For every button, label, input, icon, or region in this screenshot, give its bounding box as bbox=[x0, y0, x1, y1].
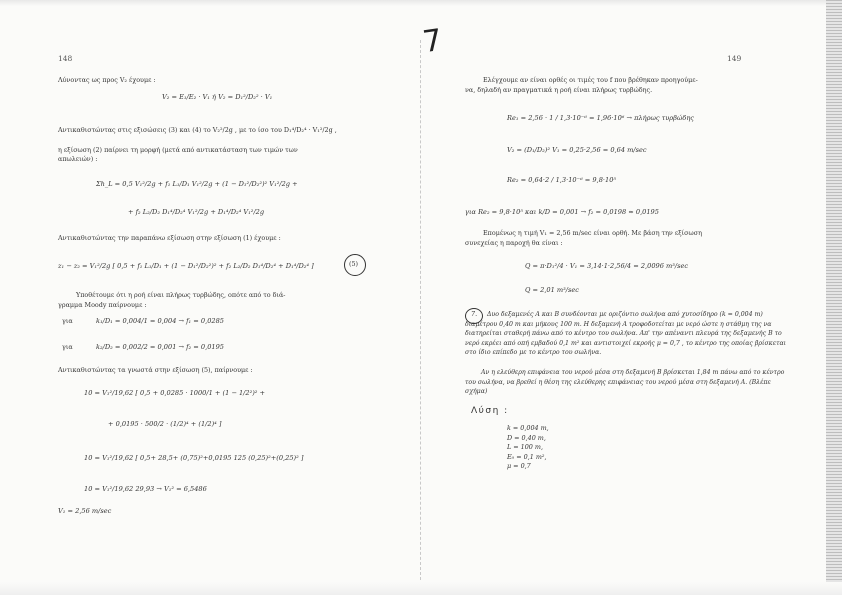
given-d: D = 0,40 m, bbox=[507, 433, 546, 442]
discharge-equation: Q = π·D₁²/4 · V₁ = 3,14·1·2,56/4 = 2,0096 m³/sec bbox=[525, 262, 689, 270]
given-values bbox=[507, 424, 549, 472]
assume-line-2: γραμμα Moody παίρνουμε : bbox=[58, 301, 147, 309]
equation-10-d: 10 = V₁²/19,62 29,93 → V₁² = 6,5486 bbox=[84, 485, 207, 493]
equation-10-b: + 0,0195 · 500/2 · (1/2)⁴ + (1/2)⁴ ] bbox=[108, 420, 222, 428]
equation-label-5: (5) bbox=[349, 260, 359, 268]
discharge-result: Q = 2,01 m³/sec bbox=[525, 286, 579, 294]
equation-v2: V₂ = E₁/E₂ · V₁ ή V₂ = D₁²/D₂² · V₁ bbox=[162, 93, 273, 101]
reynolds-2: Re₂ = 0,64·2 / 1,3·10⁻⁶ = 9,8·10⁵ bbox=[507, 176, 617, 184]
hence-line-2: συνεχείας η παροχή θα είναι : bbox=[465, 239, 563, 247]
assume-line-1: Υποθέτουμε ότι η ροή είναι πλήρως τυρβώδης, οπότε από το διά- bbox=[76, 291, 286, 299]
for-label-2: για bbox=[62, 343, 73, 351]
equation-sum-hl-1: Σh_L = 0,5 V₁²/2g + f₁ L₁/D₁ V₁²/2g + (1 − D₁²/D₂²)² V₁²/2g + bbox=[96, 180, 298, 188]
given-k: k = 0,004 m, bbox=[507, 424, 549, 432]
substitution-line-3: απωλειών) : bbox=[58, 155, 98, 163]
equation-10-c: 10 = V₁²/19,62 [ 0,5+ 28,5+ (0,75)²+0,0195 125 (0,25)²+(0,25)² ] bbox=[84, 454, 304, 462]
reynolds-1: Re₁ = 2,56 · 1 / 1,3·10⁻⁶ = 1,96·10⁶ → πλήρως τυρβώδης bbox=[507, 114, 694, 122]
check-line-1: Ελέγχουμε αν είναι ορθές οι τιμές του f που βρέθηκαν προηγούμε- bbox=[483, 76, 698, 84]
for-label-1: για bbox=[62, 317, 73, 325]
substitute-into-eq1: Αντικαθιστώντας την παραπάνω εξίσωση στην εξίσωση (1) έχουμε : bbox=[58, 234, 281, 242]
check-line-2: να, δηλαδή αν πραγματικά η ροή είναι πλήρως τυρβώδης. bbox=[465, 86, 653, 94]
solution-heading: Λύση : bbox=[471, 406, 509, 416]
given-mu: μ = 0,7 bbox=[507, 462, 531, 471]
substitution-line-1: Αντικαθιστώντας στις εξισώσεις (3) και (4) το V₂²/2g , με το ίσο του D₁⁴/D₂⁴ · V₁²/2g , bbox=[58, 126, 337, 134]
known-values-text: Αντικαθιστώντας τα γνωστά στην εξίσωση (5), παίρνουμε : bbox=[58, 366, 253, 374]
page-number-left: 148 bbox=[58, 54, 73, 63]
page-number-right: 149 bbox=[727, 54, 742, 63]
right-page bbox=[421, 0, 826, 595]
given-l: L = 100 m, bbox=[507, 443, 543, 452]
scan-bottom-edge bbox=[0, 582, 842, 595]
result-v1: V₁ = 2,56 m/sec bbox=[58, 507, 112, 515]
hence-line-1: Επομένως η τιμή V₁ = 2,56 m/sec είναι ορθή. Με βάση την εξίσωση bbox=[483, 229, 702, 237]
equation-10-a: 10 = V₁²/19,62 [ 0,5 + 0,0285 · 1000/1 + (1 − 1/2²)² + bbox=[84, 389, 266, 397]
given-area: E₀ = 0,1 m², bbox=[507, 452, 547, 461]
friction-factor-2: k₂/D₂ = 0,002/2 = 0,001 → f₂ = 0,0195 bbox=[96, 343, 224, 351]
problem-statement: Δυο δεξαμενές Α και Β συνδέονται με οριζόντιο σωλήνα από χυτοσίδηρο (k = 0,004 m) διαμέτρου 0,40 m και μήκους 100 m. Η δεξαμενή Α τροφοδοτείται με νερό ώστε η στάθμη της να διατηρείται σταθερή πάνω από το κέντρο του σωλήνα. Απ' την απέναντι πλευρά της δεξαμενής Β το νερό εκρέει από οπή εμβαδού 0,1 m² και αντιστοιχεί εκροής μ = 0,7 , το κέντρο της οποίας βρίσκεται στο ίδιο επίπεδο με το κέντρο του σωλήνα. bbox=[465, 311, 787, 357]
equation-z: z₁ − z₂ = V₁²/2g [ 0,5 + f₁ L₁/D₁ + (1 − D₁²/D₂²)² + f₂ L₂/D₂ D₁⁴/D₂⁴ + D₁⁴/D₂⁴ ] bbox=[58, 262, 314, 270]
reynolds-2-check: για Re₂ = 9,8·10⁵ και k/D = 0,001 → f₂ = 0,0198 ≈ 0,0195 bbox=[465, 208, 659, 216]
intro-text: Λύνοντας ως προς V₂ έχουμε : bbox=[58, 76, 156, 84]
problem-statement-2: Αν η ελεύθερη επιφάνεια του νερού μέσα στη δεξαμενή Β βρίσκεται 1,84 m πάνω από το κέντρο του σωλήνα, να βρεθεί η θέση της ελεύθερης επιφάνειας του νερού μέσα στη δεξαμενή Α. (Βλέπε σχήμα) bbox=[465, 369, 785, 396]
equation-sum-hl-2: + f₂ L₂/D₂ D₁⁴/D₂⁴ V₁²/2g + D₁⁴/D₂⁴ V₁²/2g bbox=[128, 208, 265, 216]
substitution-line-2: η εξίσωση (2) παίρνει τη μορφή (μετά από αντικατάσταση των τιμών των bbox=[58, 146, 298, 154]
handwritten-number: 7 bbox=[420, 22, 445, 61]
velocity-v2: V₂ = (D₁/D₂)² V₁ = 0,25·2,56 = 0,64 m/sec bbox=[507, 146, 647, 154]
friction-factor-1: k₁/D₁ = 0,004/1 = 0,004 → f₁ = 0,0285 bbox=[96, 317, 224, 325]
book-edge-right bbox=[826, 0, 842, 595]
problem-number: 7. bbox=[471, 310, 478, 318]
